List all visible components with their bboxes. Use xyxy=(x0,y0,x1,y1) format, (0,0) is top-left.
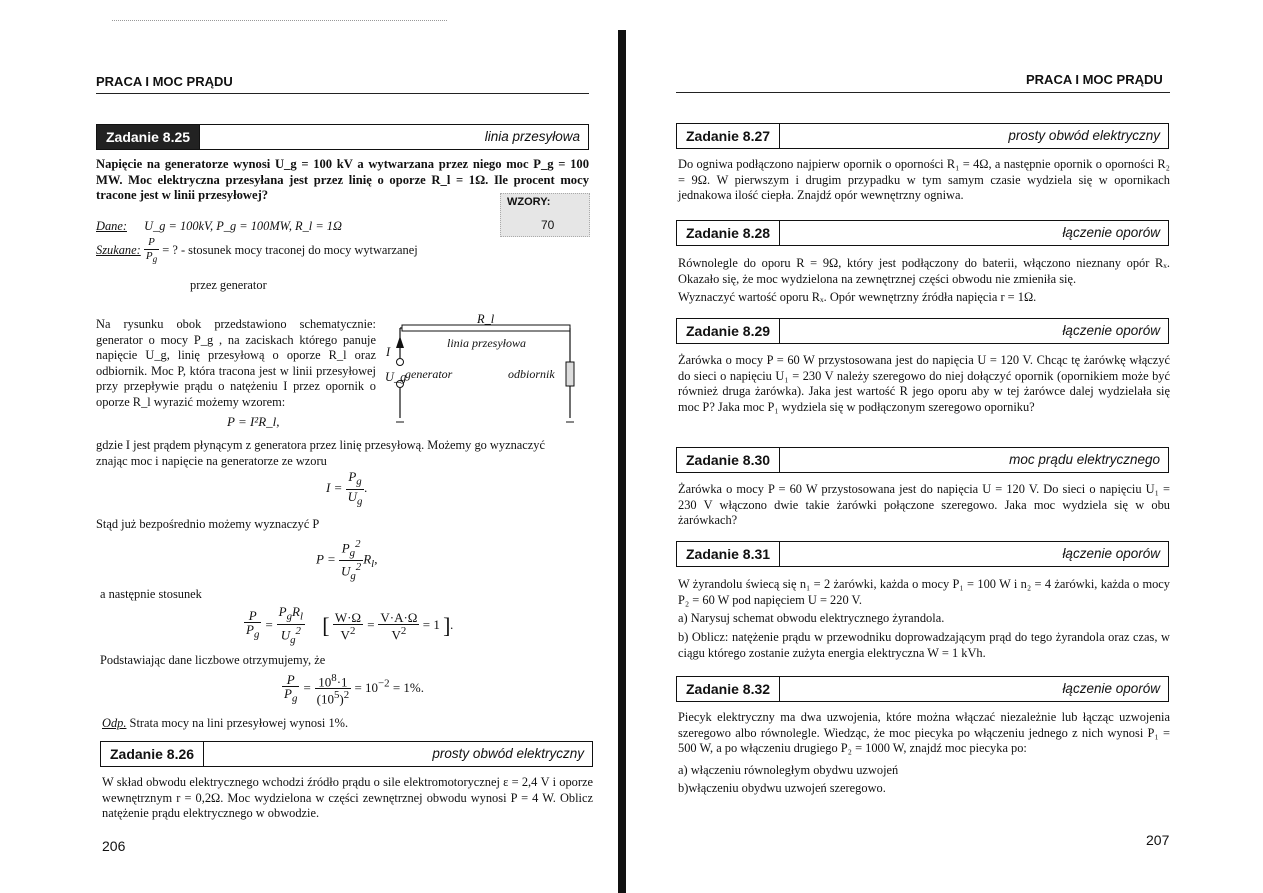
left-header-rule xyxy=(96,93,589,94)
task-8-25-box xyxy=(96,124,589,150)
task-8-26-category: prosty obwód elektryczny xyxy=(432,746,584,761)
task-8-32-box xyxy=(676,676,1169,702)
stad-text: Stąd już bezpośrednio możemy wyznaczyć P xyxy=(96,517,320,531)
terminal-top xyxy=(397,359,404,366)
left-page-header: PRACA I MOC PRĄDU xyxy=(96,74,233,89)
task-8-32-category: łączenie oporów xyxy=(1062,681,1160,696)
task-8-32-label: Zadanie 8.32 xyxy=(677,677,780,701)
circuit-generator-label: generator xyxy=(405,367,453,381)
task-8-26-box xyxy=(100,741,593,767)
task-8-30-category: moc prądu elektrycznego xyxy=(1009,452,1160,467)
task-8-32-text: Piecyk elektryczny ma dwa uzwojenia, które można włączać niezależnie lub łącząc uzwojenia szeregowo albo równolegle. Wiedząc, że moc piecyka po włączeniu jednego z nich wynosi P₁ = 500 W, a po włączeniu drugiego P₂ = 1000 W, znajdź moc piecyka po: xyxy=(678,710,1170,755)
circuit-ug-label: U_g xyxy=(385,370,407,384)
task-8-28-label: Zadanie 8.28 xyxy=(677,221,780,245)
circuit-line-label: linia przesyłowa xyxy=(447,336,527,350)
task-8-31-text: W żyrandolu świecą się n₁ = 2 żarówki, każda o mocy P₁ = 100 W i n₂ = 4 żarówki, każda o mocy P₂ = 60 W pod napięciem U = 220 V. xyxy=(678,577,1170,607)
right-page-number: 207 xyxy=(1146,832,1170,848)
task-8-28-text-2: Wyznaczyć wartość oporu Rₓ. Opór wewnętrzny źródła napięcia r = 1Ω. xyxy=(678,290,1037,304)
task-8-31-box xyxy=(676,541,1169,567)
task-8-28-box xyxy=(676,220,1169,246)
podstawiajac-text: Podstawiając dane liczbowe otrzymujemy, że xyxy=(100,653,326,667)
formula-power: P = $\frac{P_g^2}{U_g^2}$ $R_l$, xyxy=(316,538,378,582)
right-page-header: PRACA I MOC PRĄDU xyxy=(1026,72,1163,87)
wzory-label: WZORY: xyxy=(507,196,551,208)
task-8-32-item-b: b)włączeniu obydwu uzwojeń szeregowo. xyxy=(678,781,886,795)
szukane-line xyxy=(96,236,418,266)
task-8-31-category: łączenie oporów xyxy=(1062,546,1160,561)
answer-label: Odp. xyxy=(102,716,127,730)
wzory-number: 70 xyxy=(541,218,555,232)
szukane-text: = ? - stosunek mocy traconej do mocy wytwarzanej xyxy=(162,242,418,257)
task-8-29-text: Żarówka o mocy P = 60 W przystosowana jest do napięcia U = 120 V. Chcąc tę żarówkę włączyć do sieci o napięciu U₁ = 230 V należy szeregowo do niej dołączyć opornik (opornikiem może być również druga żarówka). Jaka jest wartość R jego oporu aby w tej żarówce dalej wydzielała się moc P? Jaka moc P₁ wydziela się w podłączonym szeregowo oporniku? xyxy=(678,353,1170,414)
dane-line xyxy=(96,219,342,234)
circuit-current-label: I xyxy=(386,345,391,359)
task-8-25-category: linia przesyłowa xyxy=(484,129,580,144)
task-8-30-text: Żarówka o mocy P = 60 W przystosowana jest do napięcia U = 120 V. Do sieci o napięciu U₁ = 230 V włączono dwie takie żarówki połączone szeregowo. Jaka moc wydziela się w obu żarówkach? xyxy=(678,482,1170,527)
task-8-30-box xyxy=(676,447,1169,473)
task-8-29-box xyxy=(676,318,1169,344)
answer-text: Strata mocy na lini przesyłowej wynosi 1%. xyxy=(129,716,349,730)
task-8-26-label: Zadanie 8.26 xyxy=(101,742,204,766)
task-8-31-item-a: a) Narysuj schemat obwodu elektrycznego żyrandola. xyxy=(678,611,945,625)
task-8-25-label: Zadanie 8.25 xyxy=(97,125,200,149)
answer-line xyxy=(102,716,348,731)
page-binding-gutter xyxy=(618,30,626,893)
formula-power-loss: P = I²R_l, xyxy=(227,414,280,429)
task-8-25-intro: Napięcie na generatorze wynosi U_g = 100 kV a wytwarzana przez niego moc P_g = 100 MW. Moc elektryczna przesyłana jest przez linię o oporze R_l = 1Ω. Ile procent mocy tracone jest w linii przesyłowej? xyxy=(96,157,589,202)
formula-current: I = $\frac{P_g}{U_g}$ . xyxy=(326,469,368,508)
szukane-fraction: $\frac{P}{P_g}$ xyxy=(145,236,158,265)
formula-result: $\frac{P}{P_g}$ = $\frac{10^8\cdot 1}{(10^5)^2}$ = $10^{-2} = 1\%$. xyxy=(284,671,424,707)
wzory-badge xyxy=(500,193,590,237)
circuit-description: Na rysunku obok przedstawiono schematycznie: generator o mocy P_g , na zaciskach którego panuje napięcie U_g, linię przesyłową o oporze R_l oraz odbiornik. Moc P, która tracona jest w linii przesyłowej przy przepływie prądu o natężeniu I przez opornik o oporze R_l wyrazić możemy wzorem: xyxy=(96,317,376,409)
current-arrow-icon xyxy=(396,336,404,348)
task-8-26-text: W skład obwodu elektrycznego wchodzi źródło prądu o sile elektromotorycznej ε = 2,4 V i oporze wewnętrznym r = 0,2Ω. Moc wydzielona w części zewnętrznej obwodu wynosi P = 4 W. Oblicz natężenie prądu elektrycznego w obwodzie. xyxy=(102,775,593,820)
scan-dotted-line xyxy=(112,20,447,21)
task-8-29-category: łączenie oporów xyxy=(1062,323,1160,338)
task-8-27-text: Do ogniwa podłączono najpierw opornik o oporności R₁ = 4Ω, a następnie opornik o oporności R₂ = 9Ω. W pierwszym i drugim przypadku w tym samym czasie wydziela się w opornikach jednakowa ilość ciepła. Znajdź opór wewnętrzny ogniwa. xyxy=(678,157,1170,202)
szukane-continuation: przez generator xyxy=(190,278,267,292)
task-8-28-category: łączenie oporów xyxy=(1062,225,1160,240)
task-8-30-label: Zadanie 8.30 xyxy=(677,448,780,472)
task-8-29-label: Zadanie 8.29 xyxy=(677,319,780,343)
dane-value: U_g = 100kV, P_g = 100MW, R_l = 1Ω xyxy=(144,219,342,233)
circuit-receiver-label: odbiornik xyxy=(508,367,555,381)
formula-ratio: $\frac{P}{P_g}$ = $\frac{P_gR_l}{U_g^2}$ [ $\frac{W\cdot\Omega}{V^2}$ = $\frac{V\cdot A\cdot\Omega}{V^2}$ = 1 ]. xyxy=(246,604,454,646)
stosunek-text: a następnie stosunek xyxy=(100,587,202,601)
gdzie-text: gdzie I jest prądem płynącym z generatora przez linię przesyłową. Możemy go wyznaczyć znając moc i napięcie na generatorze ze wzoru xyxy=(96,438,545,468)
right-header-rule xyxy=(676,92,1170,93)
task-8-27-box xyxy=(676,123,1169,149)
task-8-32-item-a: a) włączeniu równoległym obydwu uzwojeń xyxy=(678,763,899,777)
dane-label: Dane: xyxy=(96,219,127,233)
task-8-31-label: Zadanie 8.31 xyxy=(677,542,780,566)
left-page-number: 206 xyxy=(102,838,126,854)
task-8-27-label: Zadanie 8.27 xyxy=(677,124,780,148)
szukane-label: Szukane: xyxy=(96,242,141,257)
circuit-rl-label: R_l xyxy=(477,312,495,326)
task-8-28-text: Równolegle do oporu R = 9Ω, który jest podłączony do baterii, włączono nieznany opór Rₓ. Okazało się, że moc wydzielona na zewnętrznej części obwodu nie zmieniła się. xyxy=(678,256,1170,286)
receiver-icon xyxy=(566,362,574,386)
task-8-27-category: prosty obwód elektryczny xyxy=(1008,128,1160,143)
task-8-31-item-b: b) Oblicz: natężenie prądu w przewodniku doprowadzającym prąd do tego żyrandola oraz czas, w ciągu którego zostanie zużyta energia elektryczna W = 1 kVh. xyxy=(678,630,1170,660)
